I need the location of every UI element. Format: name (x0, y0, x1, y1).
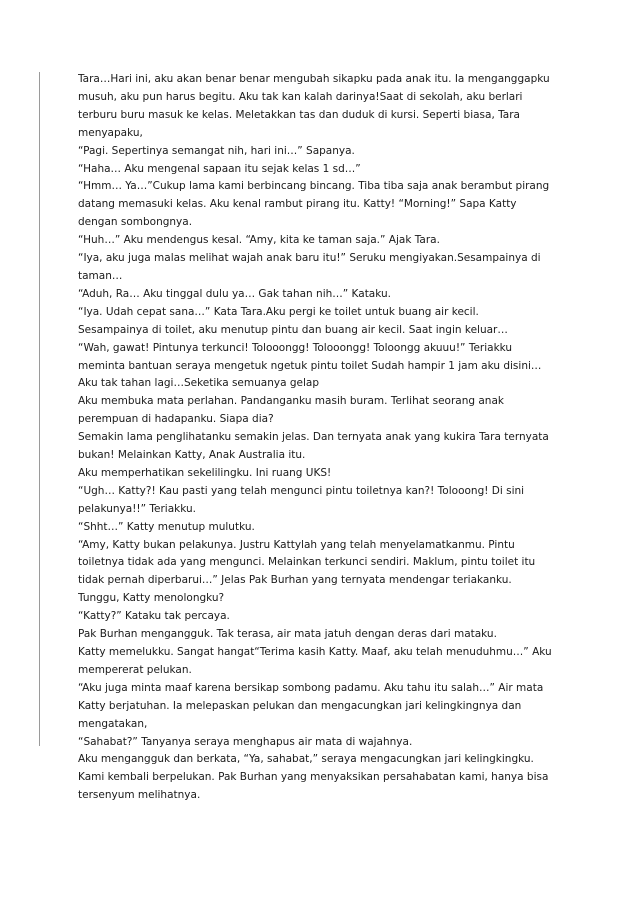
text-line: “Iya. Udah cepat sana…” Kata Tara.Aku pergi ke toilet untuk buang air kecil. (78, 305, 479, 318)
text-line: Aku tak tahan lagi…Seketika semuanya gelap (78, 377, 319, 390)
text-line: Aku mengangguk dan berkata, “Ya, sahabat,” seraya mengacungkan jari kelingkingku. (78, 753, 534, 766)
text-line: “Amy, Katty bukan pelakunya. Justru Kattylah yang telah menyelamatkanmu. Pintu (78, 538, 515, 551)
text-line: “Sahabat?” Tanyanya seraya menghapus air mata di wajahnya. (78, 735, 413, 748)
text-line: Katty memelukku. Sangat hangat“Terima kasih Katty. Maaf, aku telah menuduhmu…” Aku (78, 646, 552, 658)
text-line: Tara…Hari ini, aku akan benar benar mengubah sikapku pada anak itu. Ia menganggapku (78, 73, 550, 85)
text-line: Sesampainya di toilet, aku menutup pintu dan buang air kecil. Saat ingin keluar… (78, 323, 508, 336)
text-line: terburu buru masuk ke kelas. Meletakkan tas dan duduk di kursi. Seperti biasa, Tara (78, 108, 520, 121)
text-line: “Aduh, Ra… Aku tinggal dulu ya… Gak tahan nih…” Kataku. (78, 287, 391, 300)
text-line: “Wah, gawat! Pintunya terkunci! Tolooongg! Tolooongg! Toloongg akuuu!” Teriakku (78, 341, 513, 354)
text-line: Tunggu, Katty menolongku? (78, 592, 225, 605)
text-line: Semakin lama penglihatanku semakin jelas. Dan ternyata anak yang kukira Tara ternyata (78, 431, 549, 444)
text-line: mempererat pelukan. (78, 663, 192, 676)
text-line: “Huh…” Aku mendengus kesal. “Amy, kita ke taman saja.” Ajak Tara. (78, 234, 440, 247)
text-line: menyapaku, (78, 126, 143, 139)
text-line: toiletnya tidak ada yang mengunci. Melainkan terkunci sendiri. Maklum, pintu toilet itu (78, 556, 536, 569)
text-line: bukan! Melainkan Katty, Anak Australia itu. (78, 449, 306, 462)
text-line: mengatakan, (78, 717, 148, 730)
text-line: pelakunya!!” Teriakku. (78, 502, 196, 515)
text-line: tersenyum melihatnya. (78, 789, 201, 802)
text-line: Aku memperhatikan sekelilingku. Ini ruang UKS! (78, 466, 332, 479)
text-line: “Pagi. Sepertinya semangat nih, hari ini…” Sapanya. (78, 144, 355, 157)
text-line: “Haha… Aku mengenal sapaan itu sejak kelas 1 sd…” (78, 162, 361, 175)
text-line: Pak Burhan mengangguk. Tak terasa, air mata jatuh dengan deras dari mataku. (78, 628, 497, 641)
text-line: perempuan di hadapanku. Siapa dia? (78, 413, 274, 426)
text-line: Aku membuka mata perlahan. Pandanganku masih buram. Terlihat seorang anak (78, 395, 504, 408)
text-line: Katty berjatuhan. Ia melepaskan pelukan dan mengacungkan jari kelingkingnya dan (78, 699, 522, 712)
text-line: “Aku juga minta maaf karena bersikap sombong padamu. Aku tahu itu salah…” Air mata (78, 681, 544, 694)
text-line: tidak pernah diperbarui…” Jelas Pak Burhan yang ternyata mendengar teriakanku. (78, 574, 512, 587)
text-line: “Hmm… Ya…”Cukup lama kami berbincang bincang. Tiba tiba saja anak berambut pirang (78, 180, 550, 193)
text-line: musuh, aku pun harus begitu. Aku tak kan kalah darinya!Saat di sekolah, aku berlari (78, 90, 523, 103)
text-line: dengan sombongnya. (78, 216, 193, 229)
text-line: “Katty?” Kataku tak percaya. (78, 610, 230, 623)
text-line: taman… (78, 269, 123, 282)
story-text (78, 71, 578, 805)
text-line: “Ugh… Katty?! Kau pasti yang telah mengunci pintu toiletnya kan?! Tolooong! Di sini (78, 484, 525, 497)
text-line: datang memasuki kelas. Aku kenal rambut pirang itu. Katty! “Morning!” Sapa Katty (78, 198, 517, 211)
text-line: “Iya, aku juga malas melihat wajah anak baru itu!” Seruku mengiyakan.Sesampainya di (78, 252, 541, 265)
text-line: Kami kembali berpelukan. Pak Burhan yang menyaksikan persahabatan kami, hanya bisa (78, 771, 549, 784)
margin-rule (39, 72, 40, 746)
text-line: meminta bantuan seraya mengetuk ngetuk pintu toilet Sudah hampir 1 jam aku disini… (78, 359, 542, 372)
text-line: “Shht…” Katty menutup mulutku. (78, 520, 255, 533)
